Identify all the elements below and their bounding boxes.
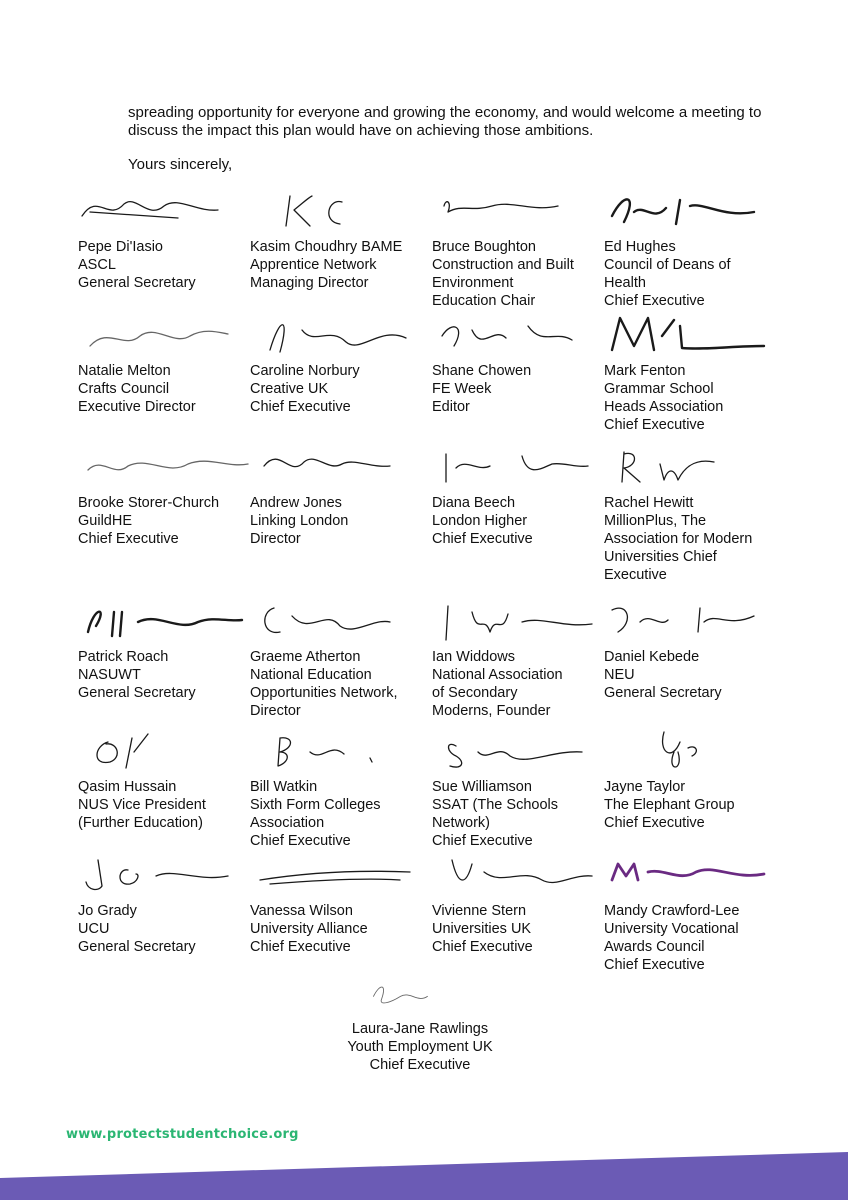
handwritten-signature	[604, 722, 782, 778]
signatory-role-line: Crafts Council	[78, 381, 170, 397]
signatory-details	[78, 902, 256, 956]
signatory-role-line: Managing Director	[250, 275, 369, 291]
signatory-role-line: NASUWT	[78, 667, 141, 683]
signatory-details	[432, 902, 610, 956]
signatory-role-line: Opportunities Network,	[250, 685, 398, 701]
signatory-role-line: Sixth Form Colleges	[250, 797, 381, 813]
signatory-details	[604, 648, 782, 702]
signatory-role-line: Apprentice Network	[250, 257, 377, 273]
signature-block	[604, 592, 782, 702]
handwritten-signature	[78, 592, 256, 648]
signatory-role-line: Association for Modern	[604, 531, 753, 547]
signatory-name: Daniel Kebede	[604, 649, 700, 665]
signatory-role-line: Moderns, Founder	[432, 703, 551, 719]
signatory-role-line: NEU	[604, 667, 635, 683]
signature-block	[78, 306, 256, 416]
signatory-details	[432, 362, 610, 416]
signatory-name: Graeme Atherton	[250, 649, 361, 665]
signatory-role-line: Chief Executive	[604, 293, 705, 309]
signatory-role-line: London Higher	[432, 513, 528, 529]
signatory-details	[250, 648, 428, 720]
handwritten-signature	[78, 182, 256, 238]
signatory-role-line: Chief Executive	[250, 399, 351, 415]
signature-block	[250, 592, 428, 720]
signature-block	[78, 846, 256, 956]
signatory-details	[250, 238, 428, 292]
signatory-name: Natalie Melton	[78, 363, 171, 379]
letter-intro-paragraph: spreading opportunity for everyone and growing the economy, and would welcome a meeting to discuss the impact this plan would have on achieving those ambitions.	[128, 104, 762, 139]
signatory-details	[78, 362, 256, 416]
signatory-details	[78, 494, 256, 548]
signatory-role-line: ASCL	[78, 257, 116, 273]
signatory-details	[250, 902, 428, 956]
signatory-role-line: Awards Council	[604, 939, 705, 955]
handwritten-signature	[78, 306, 256, 362]
signature-block	[432, 592, 610, 720]
signatory-role-line: Director	[250, 703, 301, 719]
signatory-role-line: The Elephant Group	[604, 797, 735, 813]
signature-block	[604, 306, 782, 434]
signatory-name: Kasim Choudhry BAME	[250, 239, 403, 255]
signatory-role-line: Construction and Built	[432, 257, 574, 273]
signatory-role-line: University Alliance	[250, 921, 368, 937]
signatory-role-line: Chief Executive	[369, 1057, 471, 1073]
signature-block	[432, 182, 610, 310]
signatory-name: Brooke Storer-Church	[78, 495, 220, 511]
signatory-name: Qasim Hussain	[78, 779, 177, 795]
signature-block	[250, 306, 428, 416]
signatory-role-line: UCU	[78, 921, 110, 937]
signature-block	[78, 722, 256, 832]
letter-closing: Yours sincerely,	[128, 156, 233, 173]
signatory-name: Rachel Hewitt	[604, 495, 694, 511]
handwritten-signature	[604, 306, 782, 362]
signatory-role-line: Universities UK	[432, 921, 532, 937]
signatory-role-line: Grammar School	[604, 381, 714, 397]
signatory-role-line: Universities Chief	[604, 549, 717, 565]
signatory-details	[604, 362, 782, 434]
signatory-name: Vanessa Wilson	[250, 903, 353, 919]
signatory-role-line: National Education	[250, 667, 372, 683]
signature-block	[250, 722, 428, 850]
signatory-role-line: General Secretary	[78, 685, 196, 701]
signatory-role-line: NUS Vice President	[78, 797, 206, 813]
signatory-role-line: Council of Deans of	[604, 257, 731, 273]
handwritten-signature	[360, 970, 480, 1020]
signatory-details	[78, 648, 256, 702]
footer-band-decoration	[0, 1140, 848, 1200]
signature-block	[78, 438, 256, 548]
handwritten-signature	[604, 846, 782, 902]
signature-block	[604, 182, 782, 310]
handwritten-signature	[604, 182, 782, 238]
signatory-name: Patrick Roach	[78, 649, 169, 665]
signatory-role-line: Chief Executive	[604, 957, 705, 973]
signatory-role-line: Network)	[432, 815, 491, 831]
signatory-role-line: National Association	[432, 667, 563, 683]
handwritten-signature	[250, 592, 428, 648]
handwritten-signature	[604, 592, 782, 648]
signature-block	[604, 722, 782, 832]
handwritten-signature	[250, 722, 428, 778]
handwritten-signature	[78, 438, 256, 494]
footer-website-link[interactable]: www.protectstudentchoice.org	[66, 1127, 299, 1142]
signatory-details	[432, 778, 610, 850]
signatory-name: Pepe Di'Iasio	[78, 239, 163, 255]
signatory-name: Bruce Boughton	[432, 239, 536, 255]
signatory-role-line: Executive Director	[78, 399, 196, 415]
signature-block	[604, 846, 782, 974]
signature-block	[432, 846, 610, 956]
signatory-role-line: Executive	[604, 567, 667, 583]
signatory-details	[78, 238, 256, 292]
signatory-role-line: Director	[250, 531, 301, 547]
handwritten-signature	[432, 722, 610, 778]
signatory-details	[604, 902, 782, 974]
signatory-name: Sue Williamson	[432, 779, 532, 795]
signatory-details	[78, 778, 256, 832]
signatory-role-line: General Secretary	[604, 685, 722, 701]
signatory-name: Andrew Jones	[250, 495, 342, 511]
signatory-details	[432, 238, 610, 310]
signatory-role-line: Chief Executive	[604, 815, 705, 831]
handwritten-signature	[250, 846, 428, 902]
signatory-details	[250, 362, 428, 416]
signatory-name: Ian Widdows	[432, 649, 516, 665]
signatory-role-line: Editor	[432, 399, 470, 415]
signatory-role-line: Chief Executive	[432, 531, 533, 547]
signatory-name: Jayne Taylor	[604, 779, 686, 795]
signatory-role-line: MillionPlus, The	[604, 513, 707, 529]
signatory-role-line: FE Week	[432, 381, 492, 397]
handwritten-signature	[250, 438, 428, 494]
signatory-role-line: General Secretary	[78, 275, 196, 291]
signatory-role-line: Linking London	[250, 513, 349, 529]
handwritten-signature	[78, 722, 256, 778]
signatory-role-line: Chief Executive	[432, 939, 533, 955]
signatory-role-line: Health	[604, 275, 646, 291]
signatory-role-line: Education Chair	[432, 293, 536, 309]
signatory-role-line: University Vocational	[604, 921, 739, 937]
signature-block	[250, 438, 428, 548]
handwritten-signature	[432, 438, 610, 494]
signatory-role-line: Chief Executive	[250, 833, 351, 849]
signatory-details	[432, 494, 610, 548]
signatory-role-line: Creative UK	[250, 381, 329, 397]
signatory-details	[604, 238, 782, 310]
signatory-role-line: (Further Education)	[78, 815, 203, 831]
signatory-name: Ed Hughes	[604, 239, 676, 255]
signatory-details	[320, 1020, 520, 1074]
signature-block	[78, 592, 256, 702]
handwritten-signature	[432, 846, 610, 902]
signatory-role-line: Environment	[432, 275, 514, 291]
signatory-name: Diana Beech	[432, 495, 516, 511]
signatory-details	[250, 494, 428, 548]
signature-block	[250, 182, 428, 292]
handwritten-signature	[432, 182, 610, 238]
signatory-name: Shane Chowen	[432, 363, 532, 379]
signatory-name: Caroline Norbury	[250, 363, 360, 379]
handwritten-signature	[604, 438, 782, 494]
signatory-role-line: Chief Executive	[604, 417, 705, 433]
signatory-role-line: General Secretary	[78, 939, 196, 955]
signatory-details	[250, 778, 428, 850]
signatory-role-line: GuildHE	[78, 513, 132, 529]
signature-block	[604, 438, 782, 584]
signatory-role-line: Chief Executive	[78, 531, 179, 547]
signatory-name: Jo Grady	[78, 903, 137, 919]
signatory-name: Laura-Jane Rawlings	[351, 1021, 489, 1037]
signatory-name: Mandy Crawford-Lee	[604, 903, 740, 919]
signatory-details	[432, 648, 610, 720]
signatory-role-line: Chief Executive	[432, 833, 533, 849]
signatory-role-line: Youth Employment UK	[347, 1039, 493, 1055]
signatory-role-line: SSAT (The Schools	[432, 797, 558, 813]
signatory-details	[604, 778, 782, 832]
handwritten-signature	[250, 182, 428, 238]
signatory-role-line: Chief Executive	[250, 939, 351, 955]
handwritten-signature	[432, 306, 610, 362]
signatory-details	[604, 494, 782, 584]
signatory-name: Bill Watkin	[250, 779, 318, 795]
signature-block	[432, 438, 610, 548]
signature-block	[250, 846, 428, 956]
signature-block	[432, 306, 610, 416]
signature-block	[432, 722, 610, 850]
handwritten-signature	[78, 846, 256, 902]
signature-block	[320, 970, 520, 1074]
signatory-role-line: of Secondary	[432, 685, 518, 701]
signatory-role-line: Heads Association	[604, 399, 724, 415]
signatory-name: Mark Fenton	[604, 363, 686, 379]
signature-block	[78, 182, 256, 292]
signatory-name: Vivienne Stern	[432, 903, 527, 919]
signatory-role-line: Association	[250, 815, 325, 831]
handwritten-signature	[250, 306, 428, 362]
handwritten-signature	[432, 592, 610, 648]
